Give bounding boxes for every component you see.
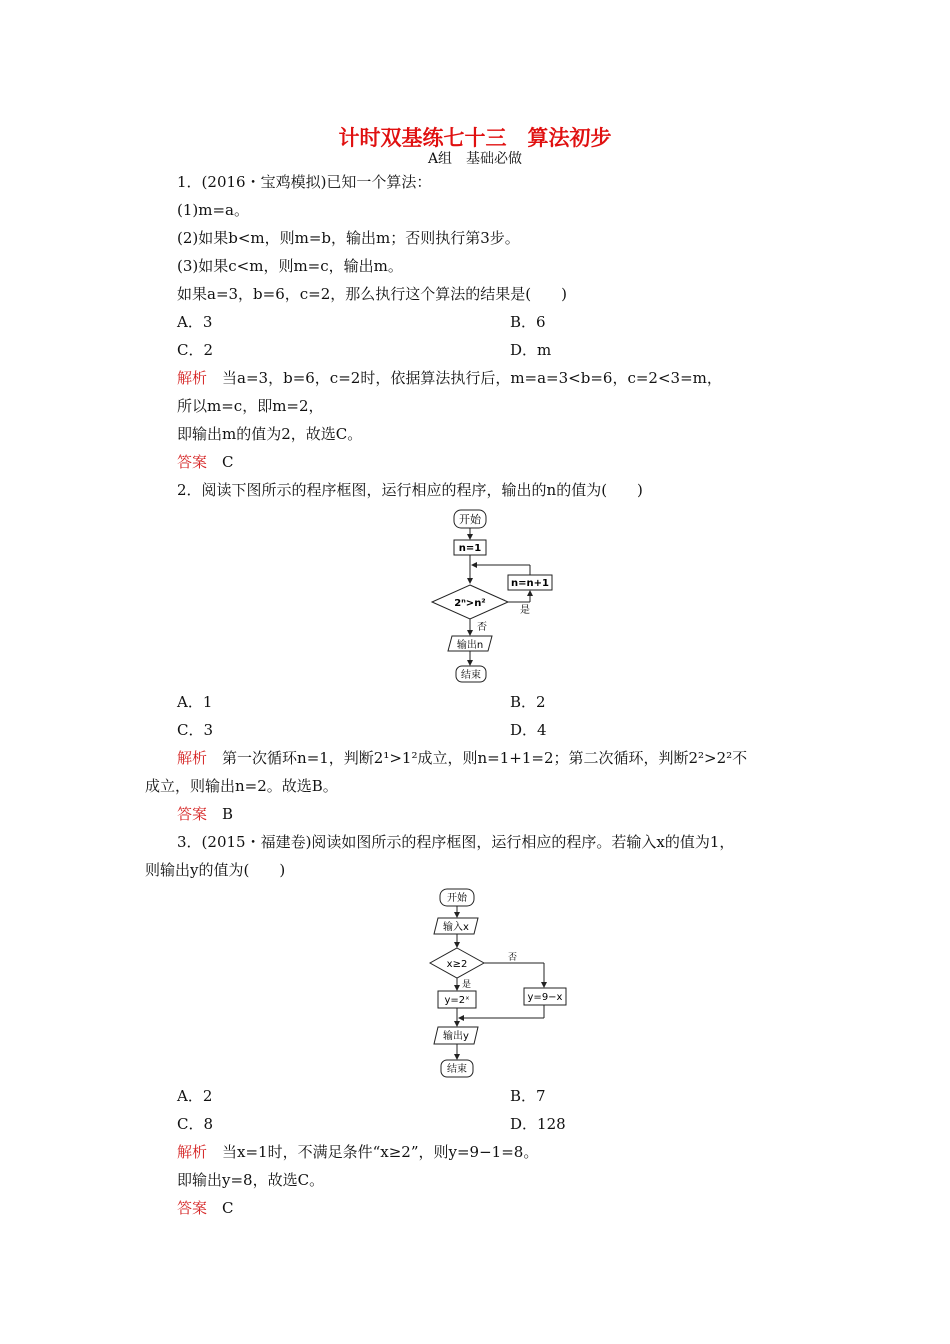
flow-output-label: 输出y	[443, 1031, 469, 1042]
page-title: 计时双基练七十三 算法初步	[338, 126, 612, 150]
q1-analysis-line2: 所以m=c，即m=2，	[177, 397, 324, 415]
analysis-label: 解析	[177, 369, 208, 387]
q1-analysis-line3: 即输出m的值为2，故选C。	[177, 425, 363, 443]
analysis-text: 第一次循环n=1，判断2¹>1²成立，则n=1+1=2；第二次循环，判断2²>2²不	[222, 749, 748, 767]
flow-update-label: n=n+1	[511, 578, 549, 589]
q1-option-a: A．3	[177, 313, 213, 331]
q3-answer	[177, 1198, 234, 1218]
answer-value: B	[222, 805, 234, 823]
q1-option-d: D．m	[510, 341, 552, 359]
q1-step1: (1)m=a。	[177, 201, 249, 219]
q1-answer	[177, 452, 234, 472]
flow-no-label: 否	[477, 622, 487, 633]
section-subtitle: A组 基础必做	[427, 151, 523, 167]
q2-stem: 2．阅读下图所示的程序框图，运行相应的程序，输出的n的值为( )	[177, 481, 643, 499]
flow-end-label: 结束	[461, 670, 481, 681]
q2-option-b: B．2	[510, 693, 546, 711]
q3-stem-line2: 则输出y的值为( )	[145, 861, 286, 879]
q1-step3: (3)如果c<m，则m=c，输出m。	[177, 257, 403, 275]
q3-option-b: B．7	[510, 1087, 546, 1105]
analysis-label: 解析	[177, 1143, 208, 1161]
flow-input-label: 输入x	[443, 922, 469, 933]
flow-yes-label: 是	[520, 605, 530, 616]
answer-value: C	[222, 1199, 234, 1217]
q2-analysis-line1	[177, 748, 747, 768]
q2-flowchart	[420, 505, 570, 690]
q2-option-d: D．4	[510, 721, 547, 739]
flow-start-label: 开始	[459, 513, 481, 526]
answer-label: 答案	[177, 453, 208, 471]
q1-stem: 1．(2016・宝鸡模拟)已知一个算法：	[177, 173, 432, 191]
flow-condition-label: x≥2	[446, 959, 468, 970]
flow-start-label: 开始	[447, 893, 467, 904]
answer-label: 答案	[177, 1199, 208, 1217]
q2-analysis-line2: 成立，则输出n=2。故选B。	[145, 777, 338, 795]
answer-value: C	[222, 453, 234, 471]
analysis-label: 解析	[177, 749, 208, 767]
q3-option-c: C．8	[177, 1115, 214, 1133]
q2-option-a: A．1	[177, 693, 213, 711]
q3-option-a: A．2	[177, 1087, 213, 1105]
q2-option-c: C．3	[177, 721, 214, 739]
q3-option-d: D．128	[510, 1115, 566, 1133]
flow-right-label: y=9−x	[527, 992, 563, 1003]
answer-label: 答案	[177, 805, 208, 823]
flow-left-label: y=2ˣ	[444, 995, 470, 1006]
q1-option-b: B．6	[510, 313, 546, 331]
flow-no-label: 否	[508, 953, 518, 963]
analysis-text: 当x=1时，不满足条件“x≥2”，则y=9−1=8。	[222, 1143, 539, 1161]
flow-condition-label: 2ⁿ>n²	[454, 598, 486, 609]
flow-init-label: n=1	[458, 543, 482, 554]
analysis-text: 当a=3，b=6，c=2时，依据算法执行后，m=a=3<b=6，c=2<3=m，	[222, 369, 722, 387]
flow-yes-label: 是	[462, 980, 472, 990]
q3-analysis-line2: 即输出y=8，故选C。	[177, 1171, 325, 1189]
q3-analysis-line1	[177, 1142, 538, 1162]
q1-question: 如果a=3，b=6，c=2，那么执行这个算法的结果是( )	[177, 285, 567, 303]
q3-stem-line1: 3．(2015・福建卷)阅读如图所示的程序框图，运行相应的程序。若输入x的值为1，	[177, 833, 735, 851]
q1-analysis-line1	[177, 368, 722, 388]
q2-answer	[177, 804, 233, 824]
q3-flowchart	[420, 884, 580, 1084]
flow-output-label: 输出n	[456, 640, 484, 651]
flow-end-label: 结束	[447, 1064, 467, 1075]
q1-option-c: C．2	[177, 341, 214, 359]
q1-step2: (2)如果b<m，则m=b，输出m；否则执行第3步。	[177, 229, 520, 247]
